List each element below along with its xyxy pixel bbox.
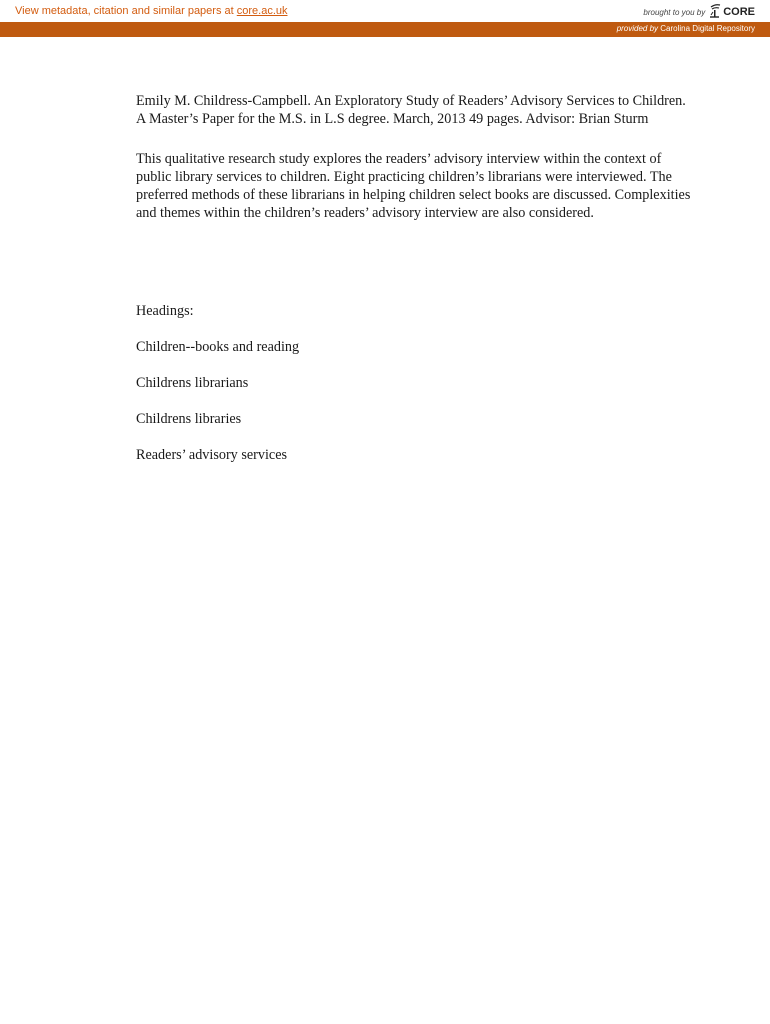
subject-heading: Childrens libraries — [136, 411, 242, 427]
core-header — [0, 0, 770, 22]
brought-to-you-text: brought to you by — [643, 8, 706, 17]
core-brand[interactable] — [643, 2, 755, 20]
provider-band — [0, 22, 770, 37]
document-body — [136, 92, 696, 482]
core-logo-icon — [708, 3, 721, 19]
subject-heading: Childrens librarians — [136, 375, 249, 391]
headings-label: Headings: — [136, 303, 194, 319]
core-name: CORE — [723, 6, 755, 18]
provided-by-source: Carolina Digital Repository — [660, 24, 755, 33]
citation-paragraph: Emily M. Childress-Campbell. An Exploratory Study of Readers’ Advisory Services to Children. A Master’s Paper for the M.S. in L.S degree. March, 2013 49 pages. Advisor: Brian Sturm — [136, 93, 686, 127]
abstract-paragraph: This qualitative research study explores the readers’ advisory interview within the context of public library services to children. Eight practicing children’s librarians were interviewed. The preferred methods of these librarians in helping children select books are discussed. Complexities and themes within the children’s readers’ advisory interview are also considered. — [136, 151, 691, 221]
core-link[interactable]: core.ac.uk — [236, 5, 288, 17]
subject-heading: Readers’ advisory services — [136, 447, 288, 463]
metadata-prefix: View metadata, citation and similar papers at — [15, 5, 237, 17]
metadata-line — [15, 5, 288, 17]
provided-by-label: provided by — [616, 24, 659, 33]
subject-heading: Children--books and reading — [136, 339, 300, 355]
provided-by-line[interactable] — [617, 24, 755, 33]
